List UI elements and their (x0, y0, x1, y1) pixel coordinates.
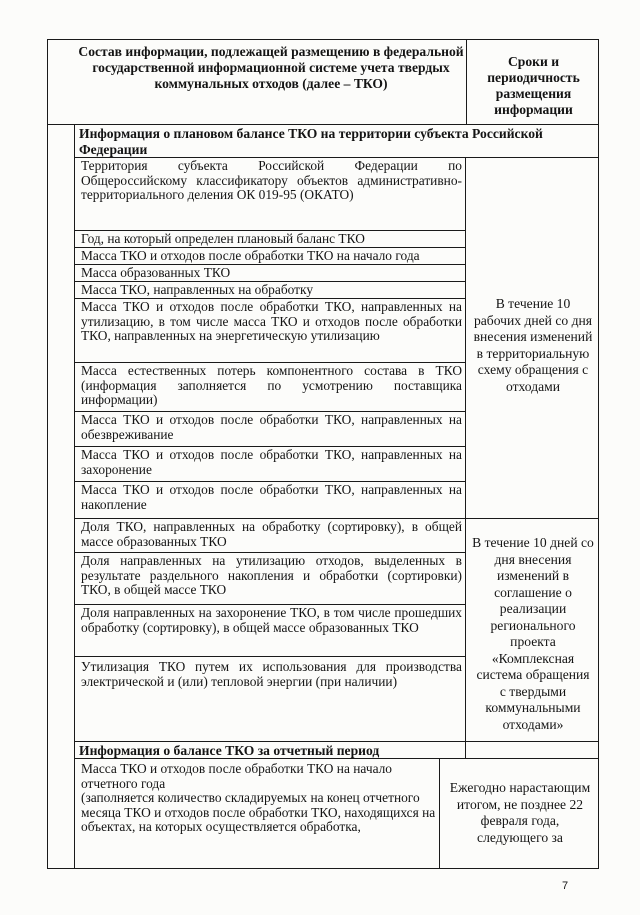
row-mass-storage: Масса ТКО и отходов после обработки ТКО, направленных на накопление (75, 482, 466, 519)
row-natural-losses: Масса естественных потерь компонентного состава в ТКО (информация заполняется по усмотрению поставщика информации) (75, 363, 466, 412)
row-energy-utilization: Утилизация ТКО путем их использования для производства электрической и (или) тепловой энергии (при наличии) (81, 659, 462, 689)
row-territory: Территория субъекта Российской Федерации по Общероссийскому классификатору объектов административно-территориального деления ОК 019-95 (ОКАТО) (75, 158, 466, 231)
section-title-plan-balance: Информация о плановом балансе ТКО на территории субъекта Российской Федерации (75, 125, 599, 158)
table-header (48, 40, 598, 125)
term-cell-3: Ежегодно нарастающим итогом, не позднее 22 февраля года, следующего за (449, 780, 591, 845)
row-mass-neutralization: Масса ТКО и отходов после обработки ТКО, направленных на обезвреживание (75, 412, 466, 447)
header-right-cell: Сроки и периодичность размещения информации (466, 40, 599, 125)
document-table (47, 39, 599, 869)
row-share-burial: Доля направленных на захоронение ТКО, в том числе прошедших обработку (сортировку), в общей массе образованных ТКО (75, 605, 466, 657)
page-number: 7 (562, 880, 569, 892)
row-mass-processing: Масса ТКО, направленных на обработку (75, 282, 466, 299)
row-mass-start-report-year-note: (заполняется количество складируемых на конец отчетного месяца ТКО и отходов после обработки ТКО, находящихся на объектах, на которых осуществляется обработка, (81, 790, 436, 835)
term-cell-1: В течение 10 рабочих дней со дня внесения изменений в территориальную схему обращения с отходами (466, 158, 599, 519)
term-cell-2: В течение 10 дней со дня внесения изменений в соглашение о реализации регионального проекта «Комплексная система обращения с твердыми коммунальными отходами» (472, 535, 594, 732)
row-mass-start-report-year (75, 760, 440, 869)
row-mass-utilization: Масса ТКО и отходов после обработки ТКО, направленных на утилизацию, в том числе масса ТКО и отходов после обработки ТКО, направленных на энергетическую утилизацию (75, 299, 466, 363)
section-title-report-balance: Информация о балансе ТКО за отчетный период (75, 741, 599, 759)
row-share-utilization: Доля направленных на утилизацию отходов, выделенных в результате раздельного накопления и обработки (сортировки) ТКО, в общей массе ТКО (75, 553, 466, 605)
row-mass-start-report-year-text: Масса ТКО и отходов после обработки ТКО на начало отчетного года (81, 761, 393, 791)
row-mass-start-year: Масса ТКО и отходов после обработки ТКО на начало года (75, 248, 466, 265)
header-left-cell: Состав информации, подлежащей размещению в федеральной государственной информационной системе учета твердых коммунальных отходов (далее – ТКО) (78, 44, 464, 91)
row-share-sorting: Доля ТКО, направленных на обработку (сортировку), в общей массе образованных ТКО (75, 519, 466, 553)
row-mass-burial: Масса ТКО и отходов после обработки ТКО, направленных на захоронение (75, 447, 466, 482)
row-year: Год, на который определен плановый баланс ТКО (75, 231, 466, 248)
row-mass-generated: Масса образованных ТКО (75, 265, 466, 282)
